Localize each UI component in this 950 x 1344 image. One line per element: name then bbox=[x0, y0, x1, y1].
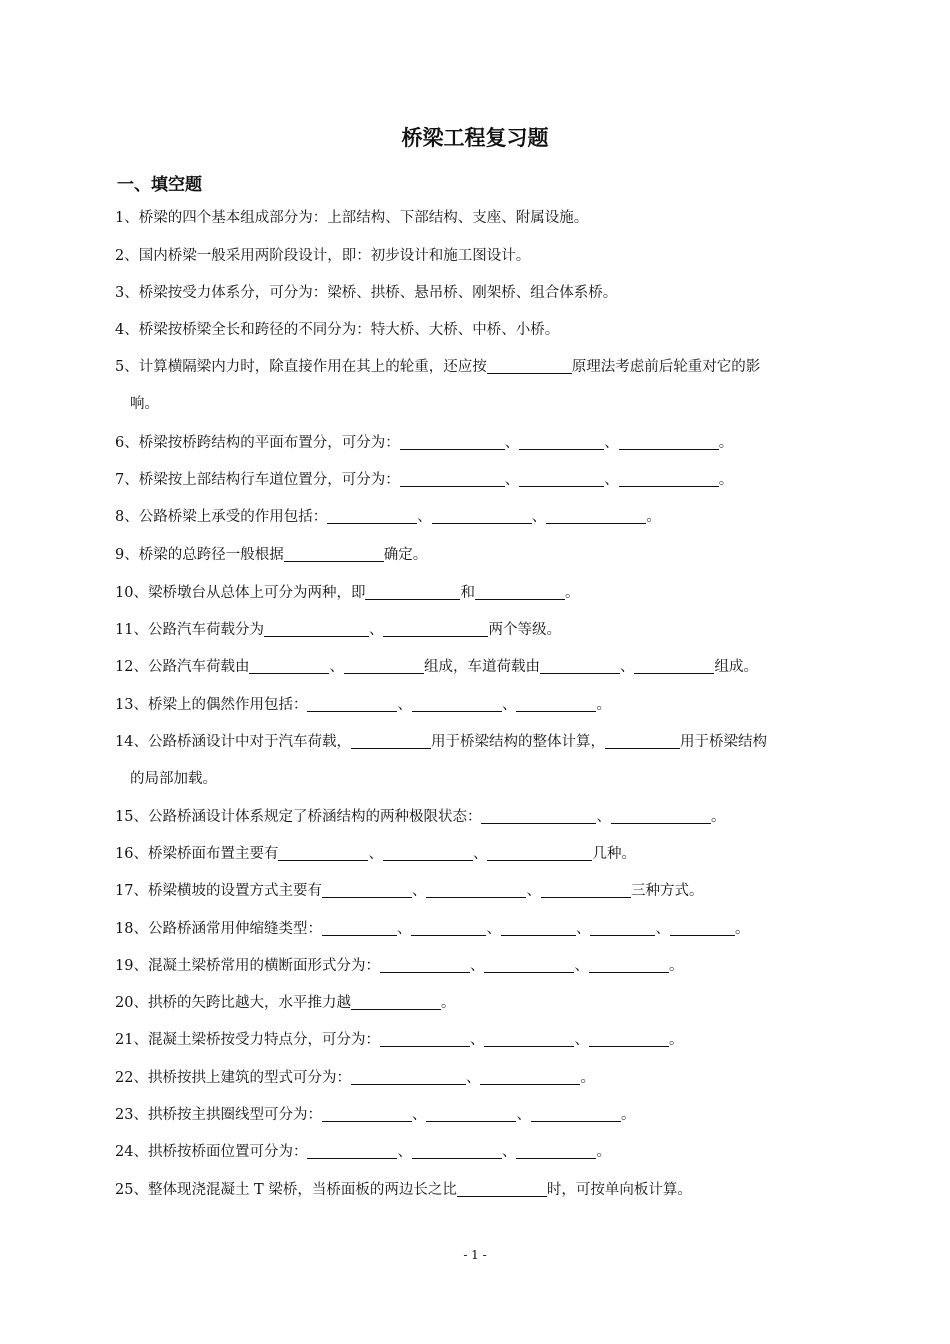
question-25 bbox=[115, 1172, 845, 1209]
question-text: 11、公路汽车荷载分为 bbox=[115, 622, 264, 638]
question-text: 21、混凝土梁桥按受力特点分，可分为： bbox=[115, 1032, 380, 1048]
answer-blank[interactable] bbox=[531, 1107, 621, 1123]
answer-blank[interactable] bbox=[516, 1144, 596, 1160]
separator: 、 bbox=[574, 958, 589, 974]
question-text: 1、桥梁的四个基本组成部分为：上部结构、下部结构、支座、附属设施。 bbox=[115, 210, 589, 226]
question-7 bbox=[115, 462, 845, 499]
separator: 。 bbox=[646, 509, 661, 525]
separator: 、 bbox=[397, 1144, 412, 1160]
answer-blank[interactable] bbox=[540, 659, 620, 675]
question-text: 2、国内桥梁一般采用两阶段设计，即：初步设计和施工图设计。 bbox=[115, 248, 531, 264]
question-11 bbox=[115, 612, 845, 649]
separator: 、 bbox=[531, 509, 547, 525]
question-text: 时，可按单向板计算。 bbox=[546, 1182, 692, 1198]
question-text: 22、拱桥按拱上建筑的型式可分为： bbox=[115, 1070, 351, 1086]
answer-blank[interactable] bbox=[484, 1032, 574, 1048]
answer-blank[interactable] bbox=[475, 585, 565, 601]
separator: 、 bbox=[604, 472, 619, 488]
question-21 bbox=[115, 1022, 845, 1059]
answer-blank[interactable] bbox=[249, 659, 329, 675]
question-4 bbox=[115, 312, 845, 349]
separator: 。 bbox=[620, 1107, 636, 1123]
question-19 bbox=[115, 948, 845, 985]
question-text-continued: 的局部加载。 bbox=[130, 771, 217, 787]
question-24 bbox=[115, 1134, 845, 1171]
answer-blank[interactable] bbox=[351, 1070, 466, 1086]
question-text: 23、拱桥按主拱圈线型可分为： bbox=[115, 1107, 322, 1123]
separator: 、 bbox=[504, 435, 520, 451]
question-text: 4、桥梁按桥梁全长和跨径的不同分为：特大桥、大桥、中桥、小桥。 bbox=[115, 322, 560, 338]
separator: 。 bbox=[440, 995, 456, 1011]
separator: 、 bbox=[501, 1144, 517, 1160]
question-6 bbox=[115, 425, 845, 462]
question-2 bbox=[115, 238, 845, 275]
question-text: 19、混凝土梁桥常用的横断面形式分为： bbox=[115, 958, 380, 974]
answer-blank[interactable] bbox=[380, 1032, 470, 1048]
answer-blank[interactable] bbox=[519, 472, 604, 488]
separator: 。 bbox=[718, 435, 734, 451]
separator: 、 bbox=[417, 509, 432, 525]
separator: 、 bbox=[655, 921, 670, 937]
question-23 bbox=[115, 1097, 845, 1134]
question-text-continued: 响。 bbox=[130, 396, 159, 412]
question-text: 15、公路桥涵设计体系规定了桥涵结构的两种极限状态： bbox=[115, 809, 482, 825]
question-text: 用于桥梁结构 bbox=[679, 734, 767, 750]
separator: 。 bbox=[718, 472, 734, 488]
separator: 。 bbox=[668, 958, 684, 974]
question-text: 7、桥梁按上部结构行车道位置分，可分为： bbox=[115, 472, 400, 488]
answer-blank[interactable] bbox=[432, 509, 532, 525]
question-17 bbox=[115, 873, 845, 910]
question-text: 8、公路桥梁上承受的作用包括： bbox=[115, 509, 328, 525]
answer-blank[interactable] bbox=[484, 958, 574, 974]
question-text: 用于桥梁结构的整体计算， bbox=[430, 734, 605, 750]
answer-blank[interactable] bbox=[481, 809, 596, 825]
answer-blank[interactable] bbox=[365, 585, 460, 601]
question-text: 原理法考虑前后轮重对它的影 bbox=[571, 359, 761, 375]
question-text: 10、梁桥墩台从总体上可分为两种，即 bbox=[115, 585, 366, 601]
separator: 。 bbox=[596, 697, 611, 713]
separator: 、 bbox=[411, 1107, 427, 1123]
separator: 。 bbox=[580, 1070, 595, 1086]
separator: 、 bbox=[469, 1032, 485, 1048]
question-3 bbox=[115, 275, 845, 312]
question-text: 20、拱桥的矢跨比越大，水平推力越 bbox=[115, 995, 351, 1011]
separator: 、 bbox=[411, 883, 427, 899]
separator: 、 bbox=[396, 921, 412, 937]
question-text: 18、公路桥涵常用伸缩缝类型： bbox=[115, 921, 322, 937]
answer-blank[interactable] bbox=[589, 1032, 669, 1048]
answer-blank[interactable] bbox=[322, 1107, 412, 1123]
page-number: - 1 - bbox=[463, 1248, 487, 1262]
answer-blank[interactable] bbox=[487, 359, 572, 375]
question-text: 和 bbox=[460, 585, 475, 601]
separator: 、 bbox=[486, 921, 501, 937]
separator: 、 bbox=[368, 846, 383, 862]
answer-blank[interactable] bbox=[412, 697, 502, 713]
separator: 、 bbox=[472, 846, 488, 862]
document-title: 桥梁工程复习题 bbox=[401, 126, 549, 150]
separator: 。 bbox=[710, 809, 726, 825]
question-20 bbox=[115, 985, 845, 1022]
answer-blank[interactable] bbox=[487, 846, 592, 862]
question-14 bbox=[115, 724, 845, 798]
question-text: 组成，车道荷载由 bbox=[423, 659, 540, 675]
separator: 、 bbox=[526, 883, 541, 899]
separator: 、 bbox=[596, 809, 611, 825]
answer-blank[interactable] bbox=[411, 921, 486, 937]
separator: 、 bbox=[465, 1070, 481, 1086]
question-16 bbox=[115, 836, 845, 873]
answer-blank[interactable] bbox=[400, 435, 505, 451]
question-1 bbox=[115, 200, 845, 237]
separator: 。 bbox=[596, 1144, 611, 1160]
answer-blank[interactable] bbox=[670, 921, 735, 937]
answer-blank[interactable] bbox=[590, 921, 655, 937]
answer-blank[interactable] bbox=[546, 509, 646, 525]
separator: 、 bbox=[604, 435, 619, 451]
question-5 bbox=[115, 349, 845, 423]
question-text: 5、计算横隔梁内力时，除直接作用在其上的轮重，还应按 bbox=[115, 359, 487, 375]
question-9 bbox=[115, 537, 845, 574]
question-text: 13、桥梁上的偶然作用包括： bbox=[115, 697, 308, 713]
answer-blank[interactable] bbox=[327, 509, 417, 525]
answer-blank[interactable] bbox=[605, 734, 680, 750]
question-text: 组成。 bbox=[714, 659, 758, 675]
answer-blank[interactable] bbox=[322, 883, 412, 899]
question-text: 14、公路桥涵设计中对于汽车荷载， bbox=[115, 734, 351, 750]
answer-blank[interactable] bbox=[351, 734, 431, 750]
answer-blank[interactable] bbox=[278, 846, 368, 862]
answer-blank[interactable] bbox=[516, 697, 596, 713]
question-text: 6、桥梁按桥跨结构的平面布置分，可分为： bbox=[115, 435, 400, 451]
question-text: 17、桥梁横坡的设置方式主要有 bbox=[115, 883, 322, 899]
separator: 、 bbox=[329, 659, 344, 675]
separator: 。 bbox=[668, 1032, 684, 1048]
answer-blank[interactable] bbox=[519, 435, 604, 451]
answer-blank[interactable] bbox=[383, 846, 473, 862]
answer-blank[interactable] bbox=[426, 1107, 516, 1123]
separator: 、 bbox=[368, 622, 384, 638]
question-text: 确定。 bbox=[383, 547, 428, 563]
answer-blank[interactable] bbox=[322, 921, 397, 937]
separator: 、 bbox=[575, 921, 591, 937]
question-10 bbox=[115, 575, 845, 612]
answer-blank[interactable] bbox=[284, 547, 384, 563]
answer-blank[interactable] bbox=[501, 921, 576, 937]
question-text: 三种方式。 bbox=[630, 883, 704, 899]
question-text: 几种。 bbox=[592, 846, 636, 862]
question-18 bbox=[115, 911, 845, 948]
separator: 、 bbox=[469, 958, 485, 974]
separator: 、 bbox=[501, 697, 517, 713]
question-text: 3、桥梁按受力体系分，可分为：梁桥、拱桥、悬吊桥、刚架桥、组合体系桥。 bbox=[115, 285, 618, 301]
question-15 bbox=[115, 799, 845, 836]
answer-blank[interactable] bbox=[619, 435, 719, 451]
answer-blank[interactable] bbox=[383, 622, 488, 638]
answer-blank[interactable] bbox=[351, 995, 441, 1011]
answer-blank[interactable] bbox=[634, 659, 714, 675]
question-8 bbox=[115, 499, 845, 536]
answer-blank[interactable] bbox=[457, 1182, 547, 1198]
answer-blank[interactable] bbox=[264, 622, 369, 638]
answer-blank[interactable] bbox=[619, 472, 719, 488]
answer-blank[interactable] bbox=[611, 809, 711, 825]
answer-blank[interactable] bbox=[541, 883, 631, 899]
separator: 、 bbox=[619, 659, 635, 675]
question-12 bbox=[115, 649, 845, 686]
question-text: 两个等级。 bbox=[488, 622, 561, 638]
question-13 bbox=[115, 687, 845, 724]
answer-blank[interactable] bbox=[400, 472, 505, 488]
separator: 、 bbox=[516, 1107, 531, 1123]
answer-blank[interactable] bbox=[589, 958, 669, 974]
answer-blank[interactable] bbox=[480, 1070, 580, 1086]
answer-blank[interactable] bbox=[344, 659, 424, 675]
answer-blank[interactable] bbox=[307, 1144, 397, 1160]
question-text: 25、整体现浇混凝土 T 梁桥，当桥面板的两边长之比 bbox=[115, 1182, 457, 1198]
separator: 、 bbox=[574, 1032, 589, 1048]
separator: 。 bbox=[734, 921, 750, 937]
answer-blank[interactable] bbox=[426, 883, 526, 899]
question-22 bbox=[115, 1060, 845, 1097]
question-text: 16、桥梁桥面布置主要有 bbox=[115, 846, 279, 862]
section-heading: 一、填空题 bbox=[117, 175, 202, 195]
question-text: 24、拱桥按桥面位置可分为： bbox=[115, 1144, 308, 1160]
answer-blank[interactable] bbox=[412, 1144, 502, 1160]
separator: 、 bbox=[397, 697, 412, 713]
answer-blank[interactable] bbox=[307, 697, 397, 713]
question-text: 9、桥梁的总跨径一般根据 bbox=[115, 547, 284, 563]
separator: 。 bbox=[564, 585, 580, 601]
answer-blank[interactable] bbox=[380, 958, 470, 974]
question-text: 12、公路汽车荷载由 bbox=[115, 659, 250, 675]
separator: 、 bbox=[504, 472, 520, 488]
